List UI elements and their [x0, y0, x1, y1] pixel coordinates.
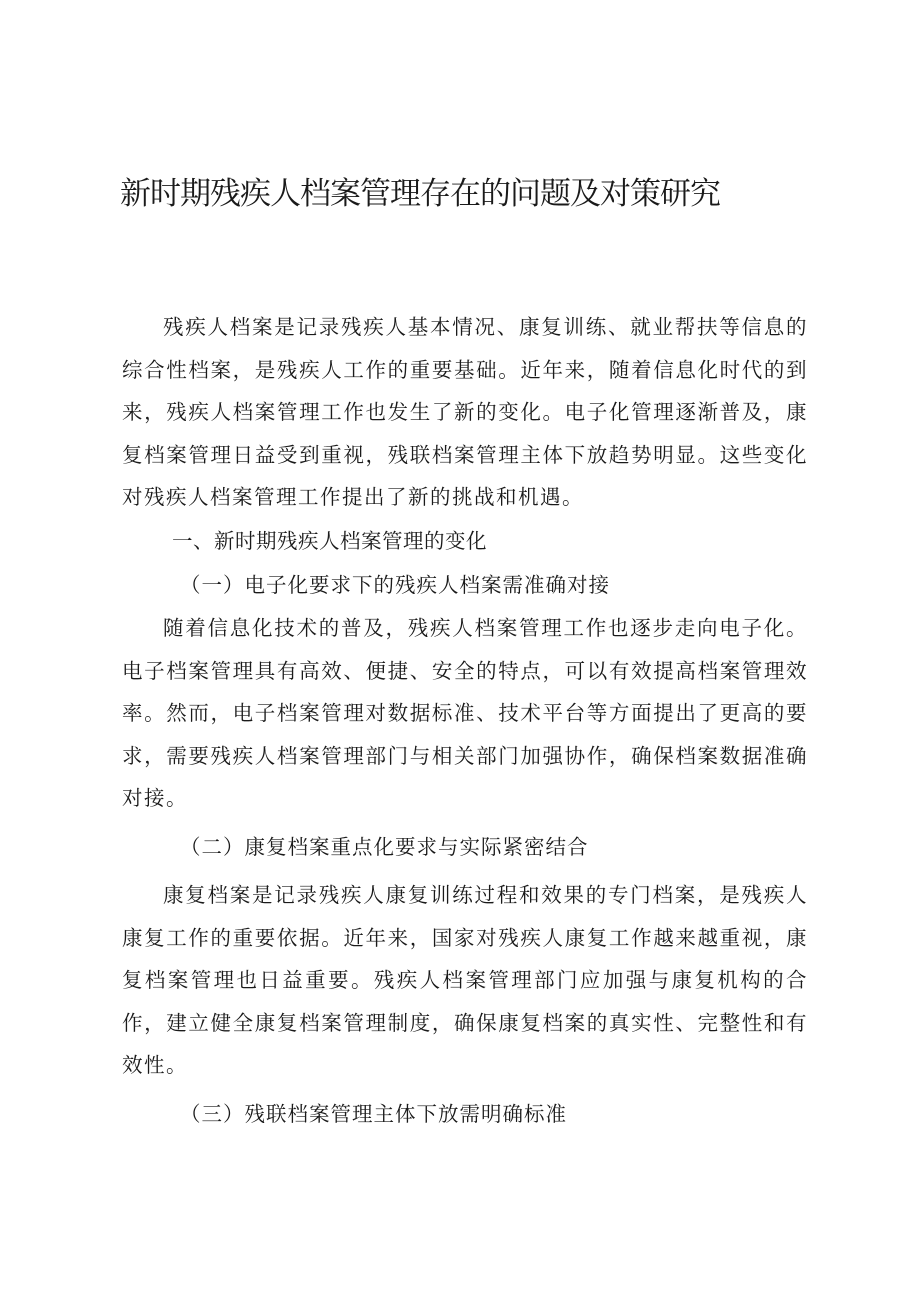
section-heading-1: 一、新时期残疾人档案管理的变化 [172, 528, 487, 553]
document-body [122, 306, 808, 1141]
subsection-heading-3: （三）残联档案管理主体下放需明确标准 [180, 1101, 567, 1126]
intro-paragraph: 残疾人档案是记录残疾人基本情况、康复训练、就业帮扶等信息的综合性档案，是残疾人工作的重要基础。近年来，随着信息化时代的到来，残疾人档案管理工作也发生了新的变化。电子化管理逐渐普及，康复档案管理日益受到重视，残联档案管理主体下放趋势明显。这些变化对残疾人档案管理工作提出了新的挑战和机遇。 [122, 315, 808, 510]
subsection-paragraph-1: 随着信息化技术的普及，残疾人档案管理工作也逐步走向电子化。电子档案管理具有高效、便捷、安全的特点，可以有效提高档案管理效率。然而，电子档案管理对数据标准、技术平台等方面提出了更高的要求，需要残疾人档案管理部门与相关部门加强协作，确保档案数据准确对接。 [122, 615, 808, 811]
subsection-paragraph-2: 康复档案是记录残疾人康复训练过程和效果的专门档案，是残疾人康复工作的重要依据。近年来，国家对残疾人康复工作越来越重视，康复档案管理也日益重要。残疾人档案管理部门应加强与康复机构的合作，建立健全康复档案管理制度，确保康复档案的真实性、完整性和有效性。 [122, 882, 808, 1078]
subsection-heading-2: （二）康复档案重点化要求与实际紧密结合 [180, 834, 589, 859]
page-title: 新时期残疾人档案管理存在的问题及对策研究 [120, 176, 720, 212]
subsection-heading-1: （一）电子化要求下的残疾人档案需准确对接 [180, 572, 610, 597]
